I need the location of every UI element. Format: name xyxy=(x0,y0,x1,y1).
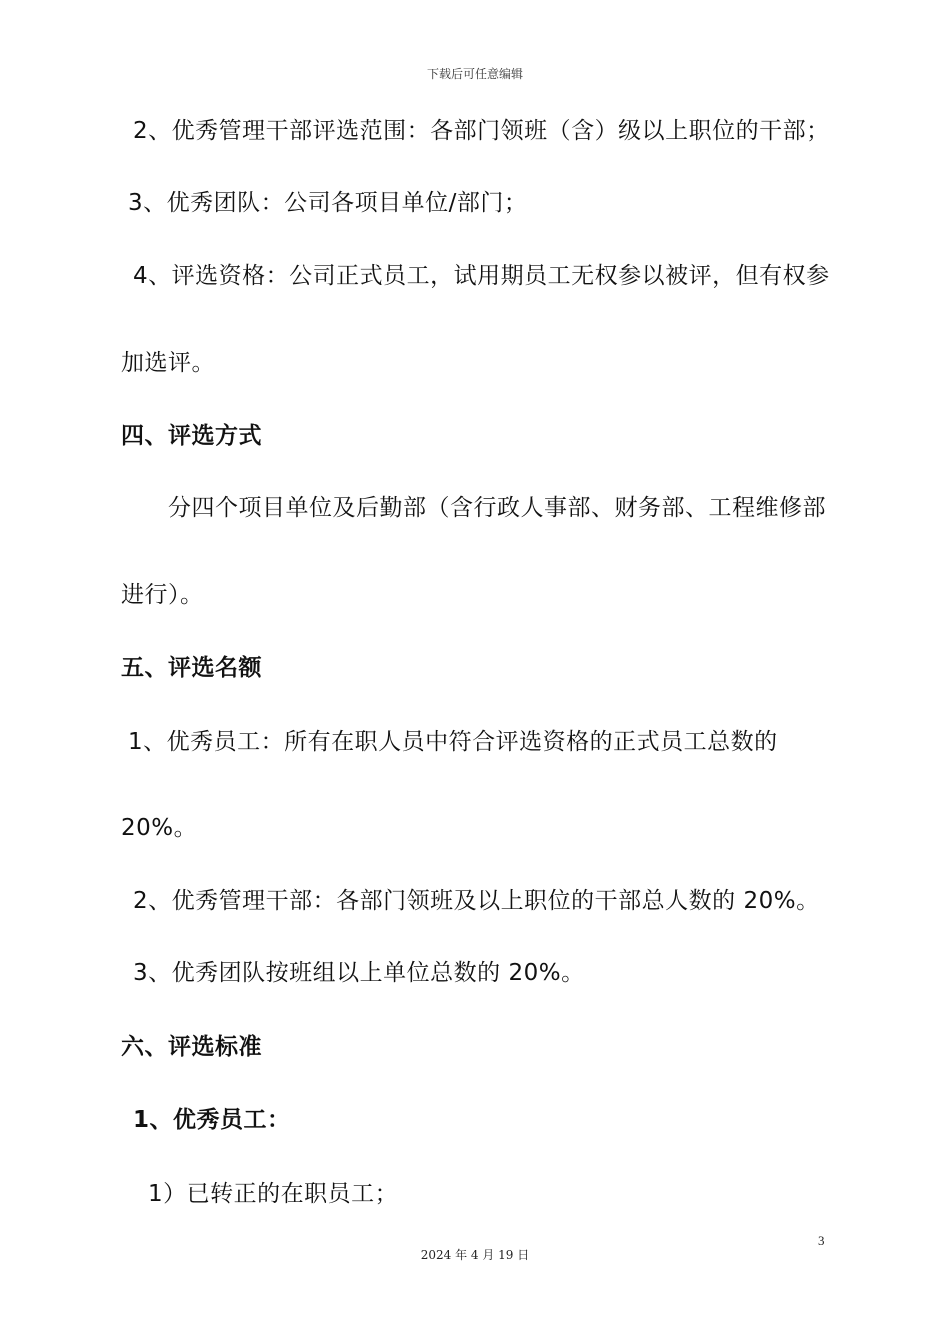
paragraph-line: 3、优秀团队：公司各项目单位/部门； xyxy=(128,190,528,216)
paragraph-line: 20%。 xyxy=(121,815,198,841)
list-item: 1）已转正的在职员工； xyxy=(148,1181,399,1207)
section-heading: 六、评选标准 xyxy=(121,1034,262,1060)
page-number: 3 xyxy=(818,1233,825,1248)
section-heading: 四、评选方式 xyxy=(121,423,262,449)
paragraph-line: 2、优秀管理干部评选范围：各部门领班（含）级以上职位的干部； xyxy=(133,118,830,144)
footer-date: 2024 年 4 月 19 日 xyxy=(420,1248,530,1262)
paragraph-line: 2、优秀管理干部：各部门领班及以上职位的干部总人数的 20%。 xyxy=(133,888,820,914)
paragraph-line: 加选评。 xyxy=(121,350,215,376)
paragraph-line: 4、评选资格：公司正式员工，试用期员工无权参以被评，但有权参 xyxy=(133,263,830,289)
paragraph-line: 进行）。 xyxy=(121,582,204,608)
page-header-note: 下载后可任意编辑 xyxy=(426,67,523,81)
paragraph-line: 3、优秀团队按班组以上单位总数的 20%。 xyxy=(133,960,585,986)
paragraph-line: 1、优秀员工：所有在职人员中符合评选资格的正式员工总数的 xyxy=(128,729,778,755)
section-heading: 五、评选名额 xyxy=(121,655,262,681)
paragraph-line: 分四个项目单位及后勤部（含行政人事部、财务部、工程维修部 xyxy=(168,495,826,521)
subsection-heading: 1、优秀员工： xyxy=(133,1107,291,1133)
